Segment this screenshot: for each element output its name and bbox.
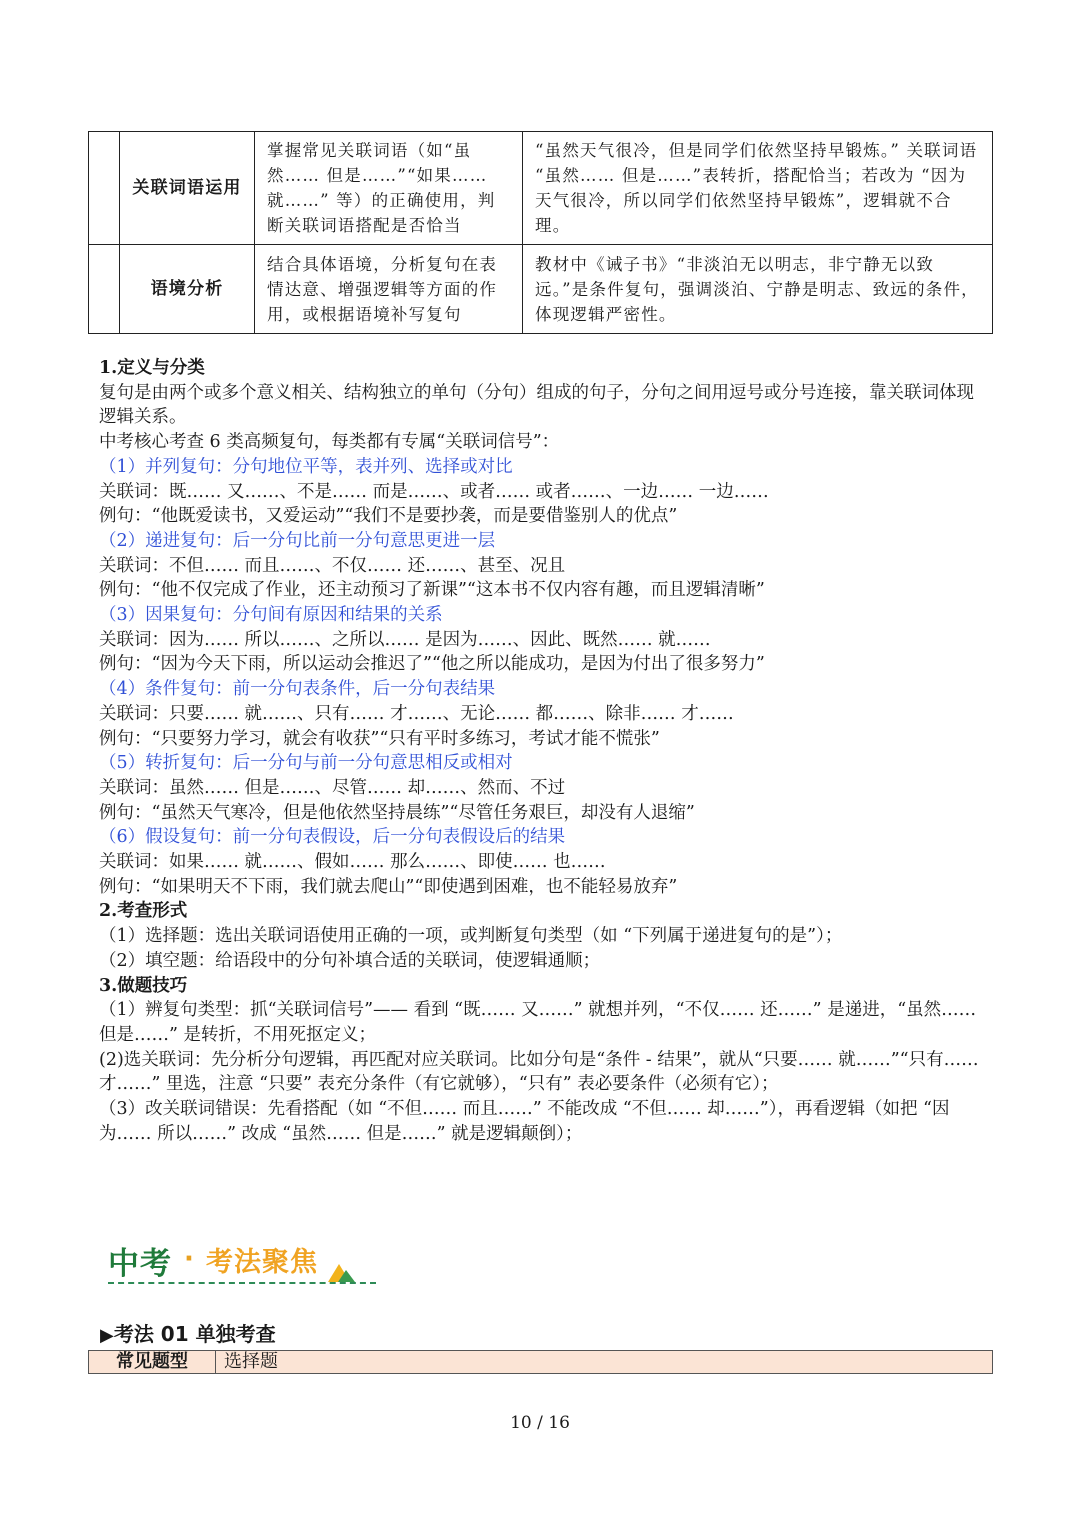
mountain-icon [326, 1260, 356, 1282]
table-cell-empty [89, 245, 120, 334]
qtype-label: 常见题型 [89, 1351, 216, 1374]
type-words: 关联词：虽然…… 但是……、尽管…… 却……、然而、不过 [99, 777, 566, 798]
section-heading: 3.做题技巧 [99, 975, 188, 996]
type-title: （2）递进复句：后一分句比前一分句意思更进一层 [99, 530, 496, 551]
type-example: 例句：“因为今天下雨，所以运动会推迟了”“他之所以能成功，是因为付出了很多努力” [99, 654, 765, 675]
table-cell-desc: 结合具体语境，分析复句在表情达意、增强逻辑等方面的作用，或根据语境补写复句 [255, 245, 523, 334]
table-cell-desc: 掌握常见关联词语（如“虽然…… 但是……”“如果…… 就……” 等）的正确使用，判断关联词语搭配是否恰当 [255, 132, 523, 245]
type-example: 例句：“如果明天不下雨，我们就去爬山”“即使遇到困难，也不能轻易放弃” [99, 876, 678, 897]
banner-underline [108, 1282, 376, 1284]
triangle-icon: ▶ [100, 1325, 114, 1346]
type-title: （1）并列复句：分句地位平等，表并列、选择或对比 [99, 456, 513, 477]
kaofa-title-text: 考法 01 单独考查 [113, 1322, 276, 1346]
type-words: 关联词：不但…… 而且……、不仅…… 还……、甚至、况且 [99, 555, 566, 576]
type-words: 关联词：只要…… 就……、只有…… 才……、无论…… 都……、除非…… 才…… [99, 703, 734, 724]
table-cell-example: 教材中《诫子书》“非淡泊无以明志，非宁静无以致远。”是条件复句，强调淡泊、宁静是明志、致远的条件，体现逻辑严密性。 [523, 245, 993, 334]
banner-title-part1: 中考 [108, 1246, 172, 1282]
type-words: 关联词：如果…… 就……、假如…… 那么……、即使…… 也…… [99, 852, 606, 873]
type-example: 例句：“他既爱读书，又爱运动”“我们不是要抄袭，而是要借鉴别人的优点” [99, 506, 678, 527]
type-example: 例句：“只要努力学习，就会有收获”“只有平时多练习，考试才能不慌张” [99, 728, 660, 749]
page-number: 10 / 16 [510, 1413, 570, 1433]
main-content [99, 356, 984, 1147]
list-item: （1）辨复句类型：抓“关联词信号”—— 看到 “既…… 又……” 就想并列，“不仅…… 还……” 是递进，“虽然…… 但是……” 是转折，不用死抠定义； [99, 1000, 977, 1045]
kaofa-title [100, 1318, 276, 1347]
section-heading: 2.考查形式 [99, 901, 188, 922]
type-example: 例句：“他不仅完成了作业，还主动预习了新课”“这本书不仅内容有趣，而且逻辑清晰” [99, 580, 765, 601]
question-type-table [88, 1350, 993, 1374]
type-title: （4）条件复句：前一分句表条件，后一分句表结果 [99, 679, 496, 700]
list-item: （3）改关联词错误：先看搭配（如 “不但…… 而且……” 不能改成 “不但…… 却……”），再看逻辑（如把 “因为…… 所以……” 改成 “虽然…… 但是……” 就是逻辑颠倒）； [99, 1099, 950, 1144]
knowledge-table [88, 131, 993, 334]
paragraph: 复句是由两个或多个意义相关、结构独立的单句（分句）组成的句子，分句之间用逗号或分号连接，靠关联词体现逻辑关系。 [99, 382, 974, 428]
list-item: （1）选择题：选出关联词语使用正确的一项，或判断复句类型（如 “下列属于递进复句的是”）； [99, 926, 843, 947]
qtype-value: 选择题 [216, 1351, 993, 1374]
type-title: （5）转折复句：后一分句与前一分句意思相反或相对 [99, 753, 513, 774]
type-words: 关联词：因为…… 所以……、之所以…… 是因为……、因此、既然…… 就…… [99, 629, 711, 650]
type-title: （3）因果复句：分句间有原因和结果的关系 [99, 605, 443, 626]
table-cell-label: 语境分析 [120, 245, 255, 334]
table-cell-empty [89, 132, 120, 245]
section-heading: 1.定义与分类 [99, 358, 205, 378]
type-example: 例句：“虽然天气寒冷，但是他依然坚持晨练”“尽管任务艰巨，却没有人退缩” [99, 802, 695, 823]
banner-dot: · [184, 1244, 194, 1274]
list-item: (2)选关联词：先分析分句逻辑，再匹配对应关联词。比如分句是“条件 - 结果”，就从“只要…… 就……”“只有…… 才……” 里选，注意 “只要” 表充分条件（有它就够），“只有” 表必要条件（必须有它）； [99, 1049, 979, 1095]
table-cell-label: 关联词语运用 [120, 132, 255, 245]
table-cell-example: “虽然天气很冷，但是同学们依然坚持早锻炼。” 关联词语 “虽然…… 但是……”表转折，搭配恰当；若改为 “因为天气很冷，所以同学们依然坚持早锻炼”，逻辑就不合理。 [523, 132, 993, 245]
table-row [89, 1351, 993, 1374]
type-title: （6）假设复句：前一分句表假设，后一分句表假设后的结果 [99, 827, 566, 848]
list-item: （2）填空题：给语段中的分句补填合适的关联词，使逻辑通顺； [99, 950, 601, 971]
table-row [89, 245, 993, 334]
paragraph: 中考核心考查 6 类高频复句，每类都有专属“关联词信号”： [99, 432, 560, 453]
table-row [89, 132, 993, 245]
type-words: 关联词：既…… 又……、不是…… 而是……、或者…… 或者……、一边…… 一边…… [99, 481, 769, 502]
section-banner [108, 1238, 378, 1288]
banner-title-part2: 考法聚焦 [206, 1247, 318, 1278]
